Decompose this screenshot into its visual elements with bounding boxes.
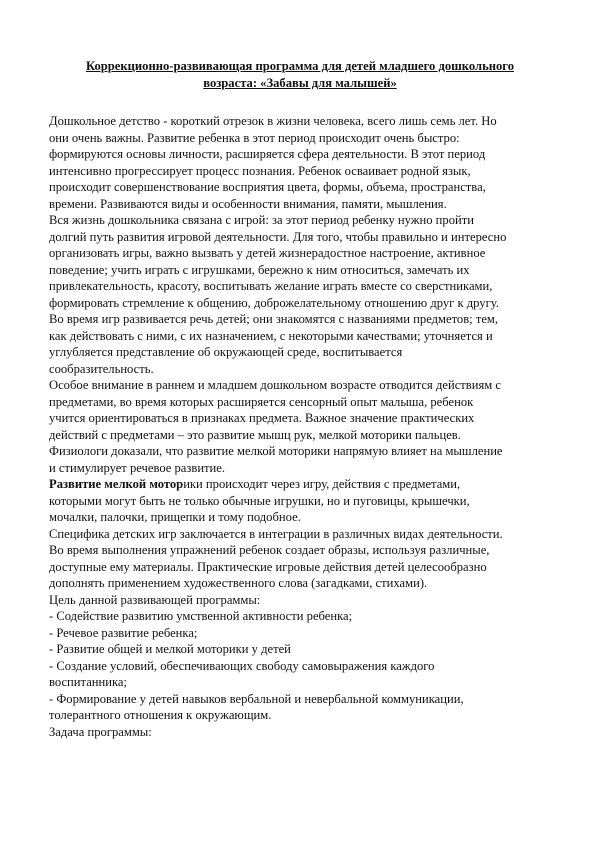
list-item: - Создание условий, обеспечивающих свободу самовыражения каждого (49, 658, 435, 673)
text-line: поведение; учить играть с игрушками, бережно к ним относиться, замечать их (49, 262, 470, 277)
list-item: воспитанника; (49, 675, 128, 689)
text-line: Во время выполнения упражнений ребенок создает образы, используя различные, (49, 543, 490, 557)
text-line: сообразительность. (49, 361, 154, 376)
text-line: дополнять применением художественного слова (загадками, стихами). (49, 576, 428, 590)
text-line: Дошкольное детство - короткий отрезок в жизни человека, всего лишь семь лет. Но (49, 114, 497, 128)
goals-list (49, 592, 561, 741)
text-line: они очень важны. Развитие ребенка в этот период происходит очень быстро: (49, 130, 460, 145)
bold-text: Развитие мелкой мотор (49, 477, 184, 491)
text-line (49, 476, 561, 493)
paragraph (49, 526, 561, 592)
paragraph (49, 377, 561, 476)
text-line: предметами, во время которых расширяется сенсорный опыт малыша, ребенок (49, 394, 474, 409)
text-line: углубляется представление об окружающей среде, воспитывается (49, 345, 403, 359)
text-line: интенсивно прогрессирует процесс познания. Ребенок осваивает родной язык, (49, 163, 471, 178)
text-line: долгий путь развития игровой деятельности. Для того, чтобы правильно и интересно (49, 229, 507, 244)
text-line: времени. Развиваются виды и особенности внимания, памяти, мышления. (49, 196, 447, 211)
text-line: формируются основы личности, расширяется сфера деятельности. В этот период (49, 147, 486, 161)
paragraph (49, 212, 561, 311)
text-line: Особое внимание в раннем и младшем дошкольном возрасте отводится действиям с (49, 378, 501, 392)
text-line: привлекательность, красоту, воспитывать желание играть вместе со сверстниками, (49, 279, 493, 293)
text-line: которыми могут быть не только обычные игрушки, но и пуговицы, крышечки, (49, 493, 470, 508)
text-line: доступные ему материалы. Практические игровые действия детей целесообразно (49, 559, 487, 574)
text-line: Физиологи доказали, что развитие мелкой моторики напрямую влияет на мышление (49, 444, 503, 458)
text-line: Вся жизнь дошкольника связана с игрой: за этот период ребенку нужно пройти (49, 213, 475, 227)
paragraph (49, 113, 561, 212)
title-line: возраста: «Забавы для малышей» (203, 75, 397, 90)
text-line: Специфика детских игр заключается в интеграции в различных видах деятельности. (49, 526, 503, 541)
list-item: толерантного отношения к окружающим. (49, 708, 272, 722)
document-body (49, 113, 561, 740)
text-line: мочалки, палочки, прищепки и тому подобное. (49, 510, 301, 524)
text-line: формировать стремление к общению, доброжелательному отношению друг к другу. (49, 295, 499, 310)
list-item: - Формирование у детей навыков вербальной и невербальной коммуникации, (49, 691, 464, 706)
text-line: Задача программы: (49, 724, 152, 739)
list-item: - Развитие общей и мелкой моторики у детей (49, 642, 291, 656)
text-line: Во время игр развивается речь детей; они знакомятся с названиями предметов; тем, (49, 312, 499, 326)
list-item: - Содействие развитию умственной активности ребенка; (49, 609, 353, 623)
text-line: организовать игры, важно вызвать у детей жизнерадостное настроение, активное (49, 246, 486, 260)
paragraph (49, 476, 561, 526)
list-item: - Речевое развитие ребенка; (49, 625, 198, 640)
text-line: действий с предметами – это развитие мышц рук, мелкой моторики пальцев. (49, 427, 461, 442)
text-run: ики происходит через игру, действия с предметами, (183, 477, 461, 491)
text-line: происходит совершенствование восприятия цвета, формы, объема, пространства, (49, 180, 486, 194)
text-line: Цель данной развивающей программы: (49, 592, 261, 607)
text-line: как действовать с ними, с их назначением, с некоторыми качествами; уточняется и (49, 328, 493, 343)
document-title (58, 58, 542, 91)
title-line: Коррекционно-развивающая программа для детей младшего дошкольного (85, 59, 514, 73)
paragraph (49, 311, 561, 377)
text-line: и стимулирует речевое развитие. (49, 460, 226, 475)
text-line: учится ориентироваться в признаках предмета. Важное значение практических (49, 411, 475, 425)
